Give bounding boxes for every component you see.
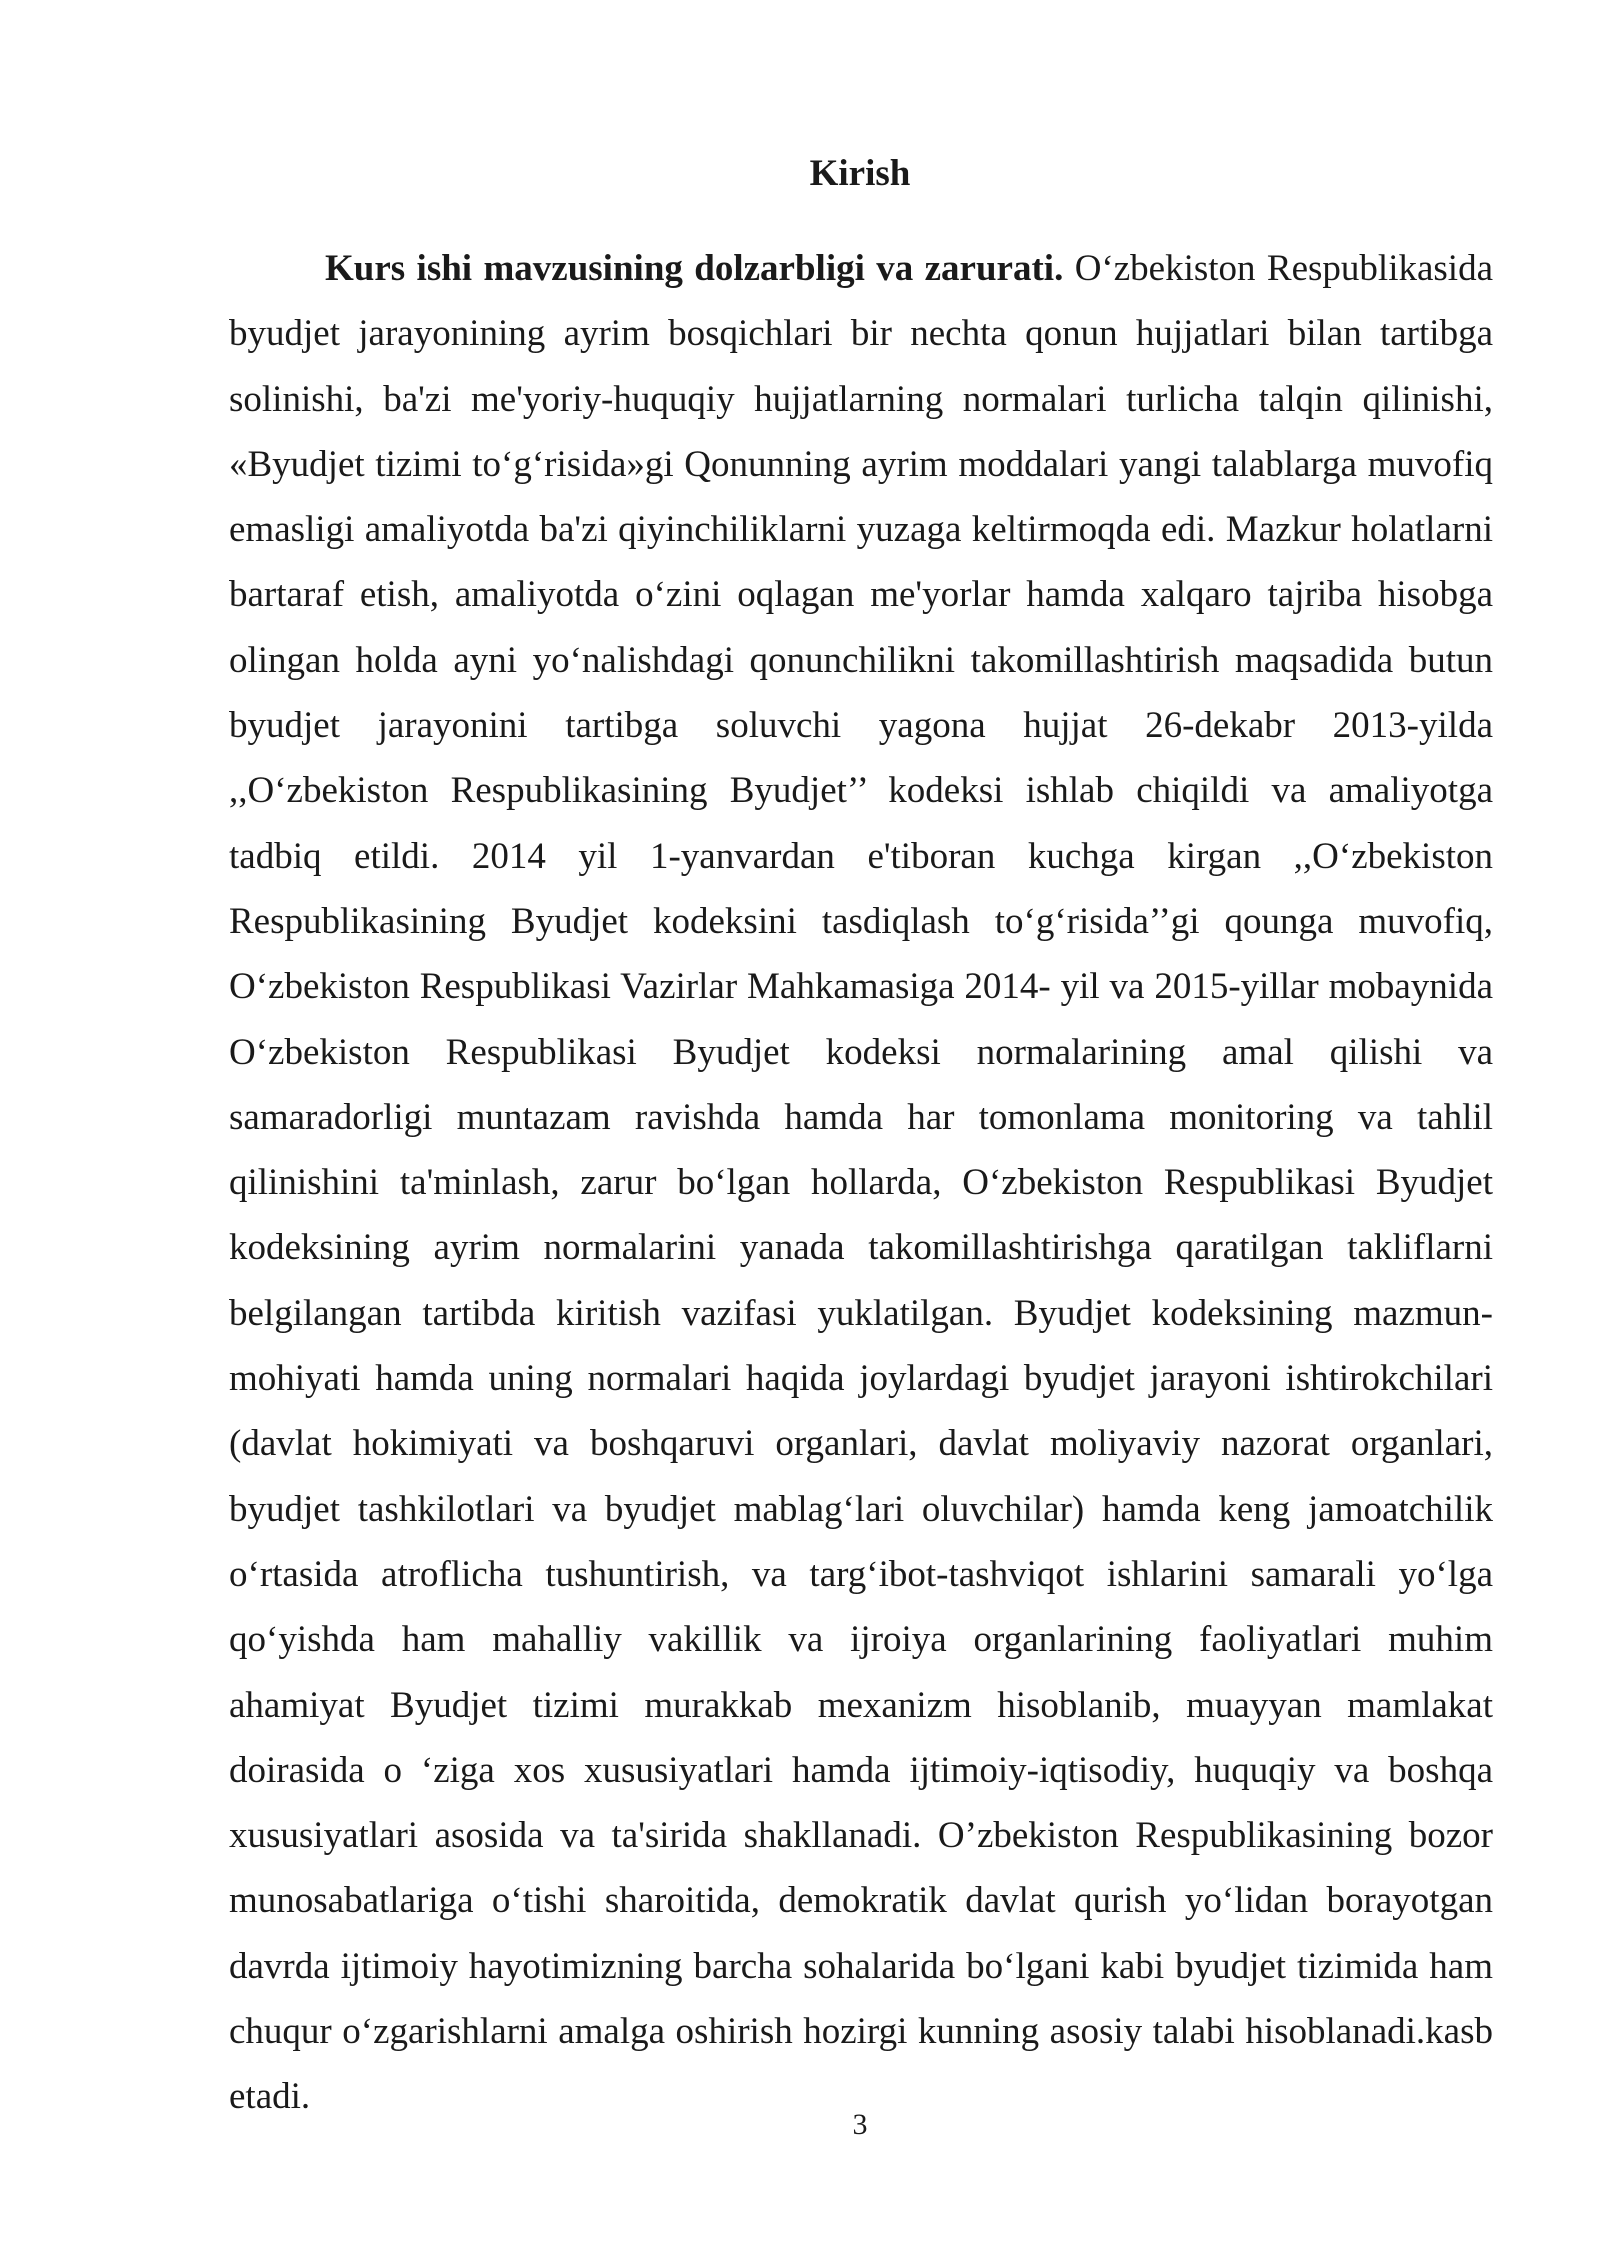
page-number: 3 [852,2108,868,2141]
paragraph-text: O‘zbekiston Respublikasida byudjet jarayonining ayrim bosqichlari bir nechta qonun hujjatlari bilan tartibga solinishi, ba'zi me'yoriy-huquqiy hujjatlarning normalari turlicha talqin qilinishi, «Byudjet tizimi to‘g‘risida»gi Qonunning ayrim moddalari yangi talablarga muvofiq emasligi amaliyotda ba'zi qiyinchiliklarni yuzaga keltirmoqda edi. Mazkur holatlarni bartaraf etish, amaliyotda o‘zini oqlagan me'yorlar hamda xalqaro tajriba hisobga olingan holda ayni yo‘nalishdagi qonunchilikni takomillashtirish maqsadida butun byudjet jarayonini tartibga soluvchi yagona hujjat 26-dekabr 2013-yilda ,,O‘zbekiston Respublikasining Byudjet’’ kodeksi ishlab chiqildi va amaliyotga tadbiq etildi. 2014 yil 1-yanvardan e'tiboran kuchga kirgan ,,O‘zbekiston Respublikasining Byudjet kodeksini tasdiqlash to‘g‘risida’’gi qounga muvofiq, O‘zbekiston Respublikasi Vazirlar Mahkamasiga 2014- yil va 2015-yillar mobaynida O‘zbekiston Respublikasi Byudjet kodeksi normalarining amal qilishi va samaradorligi muntazam ravishda hamda har tomonlama monitoring va tahlil qilinishini ta'minlash, zarur bo‘lgan hollarda, O‘zbekiston Respublikasi Byudjet kodeksining ayrim normalarini yanada takomillashtirishga qaratilgan takliflarni belgilangan tartibda kiritish vazifasi yuklatilgan. Byudjet kodeksining mazmun-mohiyati hamda uning normalari haqida joylardagi byudjet jarayoni ishtirokchilari (davlat hokimiyati va boshqaruvi organlari, davlat moliyaviy nazorat organlari, byudjet tashkilotlari va byudjet mablag‘lari oluvchilar) hamda keng jamoatchilik o‘rtasida atroflicha tushuntirish, va targ‘ibot-tashviqot ishlarini samarali yo‘lga qo‘yishda ham mahalliy vakillik va ijroiya organlarining faoliyatlari muhim ahamiyat Byudjet tizimi murakkab mexanizm hisoblanib, muayyan mamlakat doirasida o ‘ziga xos xususiyatlari hamda ijtimoiy-iqtisodiy, huquqiy va boshqa xususiyatlari asosida va ta'sirida shakllanadi. O’zbekiston Respublikasining bozor munosabatlariga o‘tishi sharoitida, demokratik davlat qurish yo‘lidan borayotgan davrda ijtimoiy hayotimizning barcha sohalarida bo‘lgani kabi byudjet tizimida ham chuqur o‘zgarishlarni amalga oshirish hozirgi kunning asosiy talabi hisoblanadi.kasb etadi. [229,248,1493,2118]
page-title: Kirish [809,153,911,194]
body-paragraph [229,236,1493,2130]
paragraph-lead: Kurs ishi mavzusining dolzarbligi va zarurati. [325,248,1064,289]
